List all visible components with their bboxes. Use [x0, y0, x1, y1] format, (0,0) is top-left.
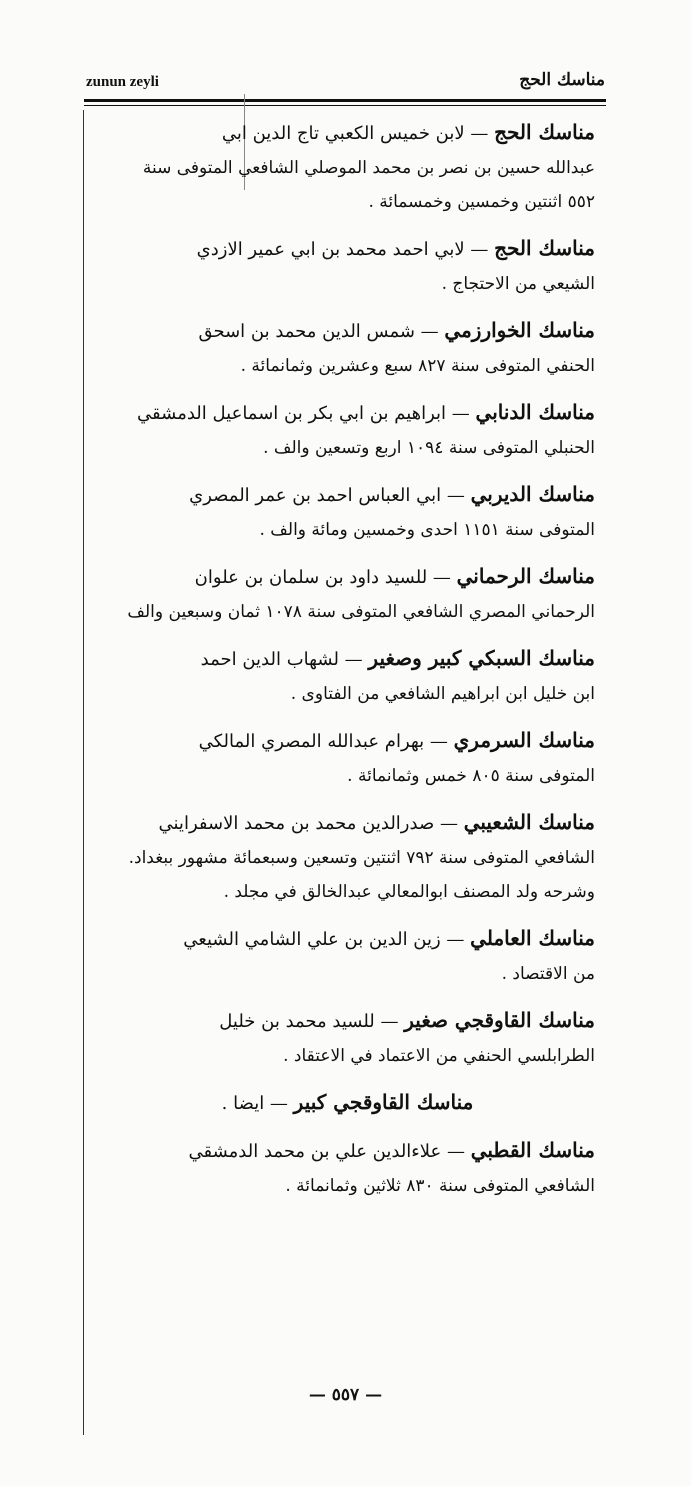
entry-line: ٥٥٢ اثنتين وخمسين وخمسمائة . [368, 192, 595, 212]
entry-text: — لشهاب الدين احمد [200, 649, 363, 670]
entry-text: — للسيد محمد بن خليل [219, 1011, 399, 1032]
entry-line: ابن خليل ابن ابراهيم الشافعي من الفتاوى . [290, 684, 595, 704]
entries-list [100, 118, 595, 1218]
entry [100, 924, 595, 988]
entry-line [100, 726, 595, 756]
entry-text: — شمس الدين محمد بن اسحق [198, 321, 439, 342]
entry-line: الشافعي المتوفى سنة ٨٣٠ ثلاثين وثمانمائة . [285, 1176, 595, 1196]
entry-line: من الاقتصاد . [501, 964, 595, 984]
entry-line [100, 118, 595, 148]
entry-title: مناسك السرمري [453, 728, 595, 752]
entry [100, 316, 595, 380]
header-rule-thin [84, 105, 606, 106]
entry-line: الحنفي المتوفى سنة ٨٢٧ سبع وعشرين وثمانمائة . [240, 356, 595, 376]
entry-line: الشافعي المتوفى سنة ٧٩٢ اثنتين وتسعين وسبعمائة مشهور ببغداد. [128, 848, 595, 868]
entry [100, 808, 595, 906]
entry-line [100, 234, 595, 264]
entry-title: مناسك الرحماني [456, 564, 595, 588]
entry-text: — صدرالدين محمد بن محمد الاسفرايني [158, 813, 458, 834]
entry-line [100, 924, 595, 954]
entry-line: عبدالله حسين بن نصر بن محمد الموصلي الشافعي المتوفى سنة [142, 158, 595, 178]
entry-title: مناسك الدنابي [475, 400, 595, 424]
entry-title: مناسك الحج [494, 120, 595, 144]
entry [100, 118, 595, 216]
entry [100, 1088, 595, 1118]
entry-title: مناسك الديربي [470, 482, 595, 506]
entry-line [100, 480, 595, 510]
entry-line: الرحماني المصري الشافعي المتوفى سنة ١٠٧٨ ثمان وسبعين والف [127, 602, 595, 622]
entry-line: وشرحه ولد المصنف ابوالمعالي عبدالخالق في مجلد . [223, 882, 595, 902]
entry [100, 726, 595, 790]
entry-line [100, 1088, 595, 1118]
entry-title: مناسك الحج [494, 236, 595, 260]
entry-line [100, 1136, 595, 1166]
entry-text: — زين الدين بن علي الشامي الشيعي [183, 929, 465, 950]
header-rule-thick [84, 99, 606, 102]
entry-title: مناسك السبكي كبير وصغير [368, 646, 595, 670]
entry-line [100, 398, 595, 428]
entry-title: مناسك الشعيبي [463, 810, 595, 834]
entry-line [100, 562, 595, 592]
entry-text: — للسيد داود بن سلمان بن علوان [194, 567, 451, 588]
entry-line: المتوفى سنة ١١٥١ احدى وخمسين ومائة والف . [259, 520, 595, 540]
entry-text: — ابراهيم بن ابي بكر بن اسماعيل الدمشقي [137, 403, 470, 424]
page-number: — ٥٥٧ — [308, 1385, 383, 1405]
entry-line [100, 316, 595, 346]
entry-text: — ايضا . [221, 1093, 288, 1114]
entry-title: مناسك الخوارزمي [444, 318, 595, 342]
entry [100, 398, 595, 462]
entry [100, 562, 595, 626]
entry-title: مناسك القاوقجي صغير [404, 1008, 595, 1032]
entry-text: — ابي العباس احمد بن عمر المصري [189, 485, 465, 506]
entry-line [100, 808, 595, 838]
entry-line [100, 644, 595, 674]
entry [100, 644, 595, 708]
entry-text: — لابي احمد محمد بن ابي عمير الازدي [196, 239, 489, 260]
entry-text: — لابن خميس الكعبي تاج الدين ابي [221, 123, 489, 144]
entry-line: الشيعي من الاحتجاج . [441, 274, 595, 294]
entry [100, 1136, 595, 1200]
entry-text: — بهرام عبدالله المصري المالكي [198, 731, 448, 752]
header-left-label: zunun zeyli [86, 74, 159, 90]
margin-line [83, 110, 84, 1435]
entry-text: — علاءالدين علي بن محمد الدمشقي [188, 1141, 465, 1162]
running-title: مناسك الحج [519, 70, 605, 90]
entry-title: مناسك القاوقجي كبير [293, 1090, 474, 1114]
entry-line [100, 1006, 595, 1036]
entry [100, 1006, 595, 1070]
entry-line: الحنبلي المتوفى سنة ١٠٩٤ اربع وتسعين والف . [263, 438, 595, 458]
entry [100, 234, 595, 298]
entry-line: الطرابلسي الحنفي من الاعتماد في الاعتقاد . [283, 1046, 595, 1066]
entry-line: المتوفى سنة ٨٠٥ خمس وثمانمائة . [347, 766, 595, 786]
entry-title: مناسك العاملي [470, 926, 595, 950]
entry [100, 480, 595, 544]
entry-title: مناسك القطبي [470, 1138, 595, 1162]
